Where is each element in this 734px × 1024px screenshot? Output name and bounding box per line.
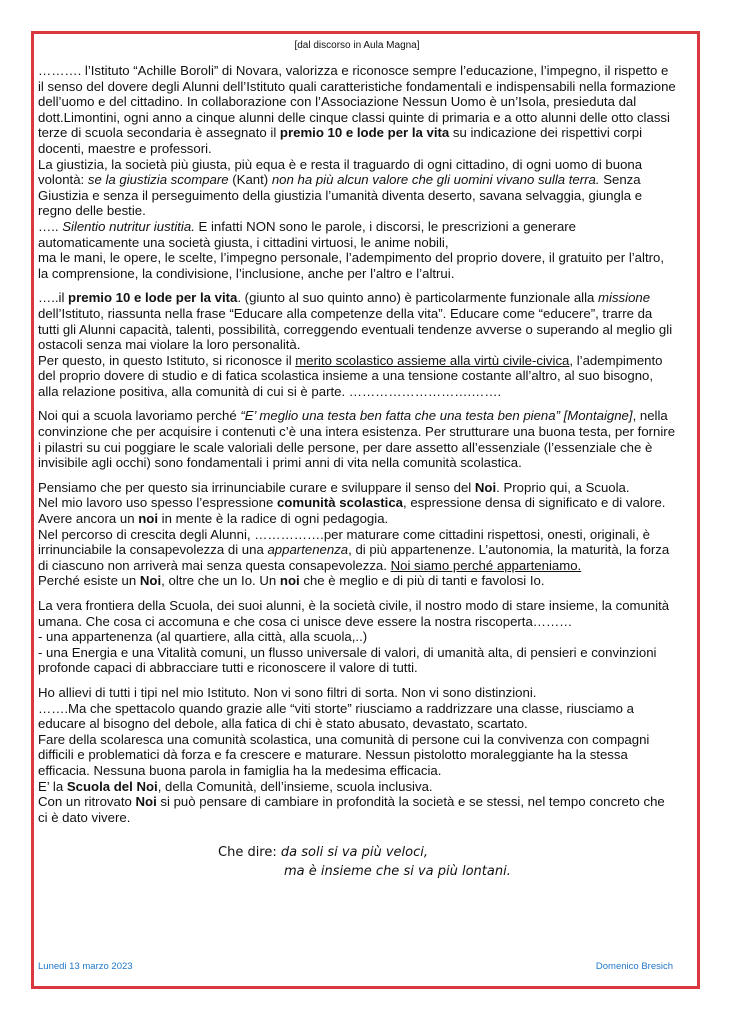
paragraph-missione: …..il premio 10 e lode per la vita. (giunto al suo quinto anno) è particolarmente funzionale alla missione dell’Istituto, riassunta nella frase “Educare alla competenze della vita”. Educare come “educere”, trarre da tutti gli Alunni capacità, talenti, possibilità, correggendo eventuali tendenze avverse o superando al meglio gli ostacoli senza mai violare la loro personalità.: [38, 290, 673, 353]
closing-quote: [38, 843, 676, 881]
paragraph-frontiera: La vera frontiera della Scuola, dei suoi alunni, è la società civile, il nostro modo di stare insieme, la comunità umana. Che cosa ci accomuna e che cosa ci unisce deve essere la nostra riscoperta………: [38, 598, 670, 629]
paragraph-senso-noi: Pensiamo che per questo sia irrinunciabile curare e sviluppare il senso del Noi. Proprio qui, a Scuola.: [38, 479, 630, 495]
paragraph-comunita-scolastica: Nel mio lavoro uso spesso l’espressione comunità scolastica, espressione densa di significato e di valore. Avere ancora un noi in mente è la radice di ogni pedagogia.: [38, 495, 666, 527]
paragraph-giustizia: La giustizia, la società più giusta, più equa è e resta il traguardo di ogni cittadino, di ogni uomo di buona volontà: se la giustizia scompare (Kant) non ha più alcun valore che gli uomini vivano sulla terra. Senza Giustizia e senza il perseguimento della giustizia l’umanità diventa deserto, savana selvaggia, giungla e regno delle bestie.: [38, 156, 643, 219]
paragraph-mani-opere: ma le mani, le opere, le scelte, l’impegno personale, l’adempimento del proprio dovere, il gratuito per l’altro, la comprensione, la condivisione, l’inclusione, anche per l’altro e l’altrui.: [38, 250, 665, 281]
list-item-appartenenza: - una appartenenza (al quartiere, alla città, alla scuola,..): [38, 629, 368, 645]
paragraph-conclusione: Con un ritrovato Noi si può pensare di cambiare in profondità la società e se stessi, nel tempo concreto che ci è dato vivere.: [38, 794, 665, 825]
document-body: [38, 40, 676, 881]
footer-date: Lunedi 13 marzo 2023: [38, 961, 133, 972]
paragraph-silentio: ….. Silentio nutritur iustitia. E infatti NON sono le parole, i discorsi, le prescrizioni a generare automaticamente una società giusta, i cittadini virtuosi, le anime nobili,: [38, 218, 577, 250]
footer-author: Domenico Bresich: [595, 961, 673, 972]
paragraph-premio-intro: ………. l’Istituto “Achille Boroli” di Novara, valorizza e riconosce sempre l’educazione, l’impegno, il rispetto e il senso del dovere degli Alunni dell’Istituto quali caratteristiche fondamentali e indispensabili nella formazione dell’uomo e del cittadino. In collaborazione con l’Associazione Nessun Uomo è un’Isola, presieduta dal dott.Limontini, ogni anno a cinque alunni delle cinque classi quinte di primaria e a otto alunni delle otto classi terze di scuola secondaria è assegnato il premio 10 e lode per la vita su indicazione dei rispettivi corpi docenti, maestre e professori.: [38, 63, 676, 156]
paragraph-montaigne: Noi qui a scuola lavoriamo perché “E’ meglio una testa ben fatta che una testa ben piena” [Montaigne], nella convinzione che per acquisire i contenuti c’è una intera esistenza. Per strutturare una buona testa, per fornire i pilastri su cui poggiare le scale valoriali delle persone, per dare assetto all’essenziale (l’essenziale che è invisibile agli occhi) sono fondamentali i primi anni di vita nella comunità scolastica.: [38, 408, 676, 471]
paragraph-viti-storte: …….Ma che spettacolo quando grazie alle “viti storte” riusciamo a raddrizzare una classe, riusciamo a educare al bisogno del debole, alla fatica di chi è stato abusato, devastato, scartato.: [38, 700, 634, 732]
header-note: [dal discorso in Aula Magna]: [294, 40, 420, 51]
quote-line-2: ma è insieme che si va più lontani.: [284, 864, 511, 880]
paragraph-scuola-del-noi: E’ la Scuola del Noi, della Comunità, dell’insieme, scuola inclusiva.: [38, 778, 433, 794]
quote-lead: Che dire:: [218, 845, 281, 861]
paragraph-appartenenza: Nel percorso di crescita degli Alunni, …………….per maturare come cittadini rispettosi, onesti, originali, è irrinunciabile la consapevolezza di una appartenenza, di più appartenenze. L’autonomia, la maturità, la forza di ciascuno non arriverà mai senza questa consapevolezza. Noi siamo perché apparteniamo.: [38, 526, 670, 573]
quote-line-1: da soli si va più veloci,: [280, 845, 429, 861]
paragraph-noi-io: Perché esiste un Noi, oltre che un Io. Un noi che è meglio e di più di tanti e favolosi Io.: [38, 573, 545, 589]
list-item-energia: - una Energia e una Vitalità comuni, un flusso universale di valori, di umanità alta, di pensieri e convinzioni profonde capaci di abbracciare tutti e riconoscere il valore di tutti.: [38, 644, 657, 676]
paragraph-merito: Per questo, in questo Istituto, si riconosce il merito scolastico assieme alla virtù civile-civica, l’adempimento del proprio dovere di studio e di fatica scolastica insieme a una tensione costante all’altro, al suo bisogno, alla relazione positiva, alla comunità di cui si è parte. ……………………….…….: [38, 352, 663, 399]
paragraph-allievi: Ho allievi di tutti i tipi nel mio Istituto. Non vi sono filtri di sorta. Non vi sono distinzioni.: [38, 684, 537, 700]
paragraph-scolaresca: Fare della scolaresca una comunità scolastica, una comunità di persone cui la convivenza con compagni difficili e problematici dà forza e fa crescere e maturare. Nessun pistolotto moraleggiante ha la stessa efficacia. Nessuna buona parola in famiglia ha la medesima efficacia.: [38, 731, 650, 778]
